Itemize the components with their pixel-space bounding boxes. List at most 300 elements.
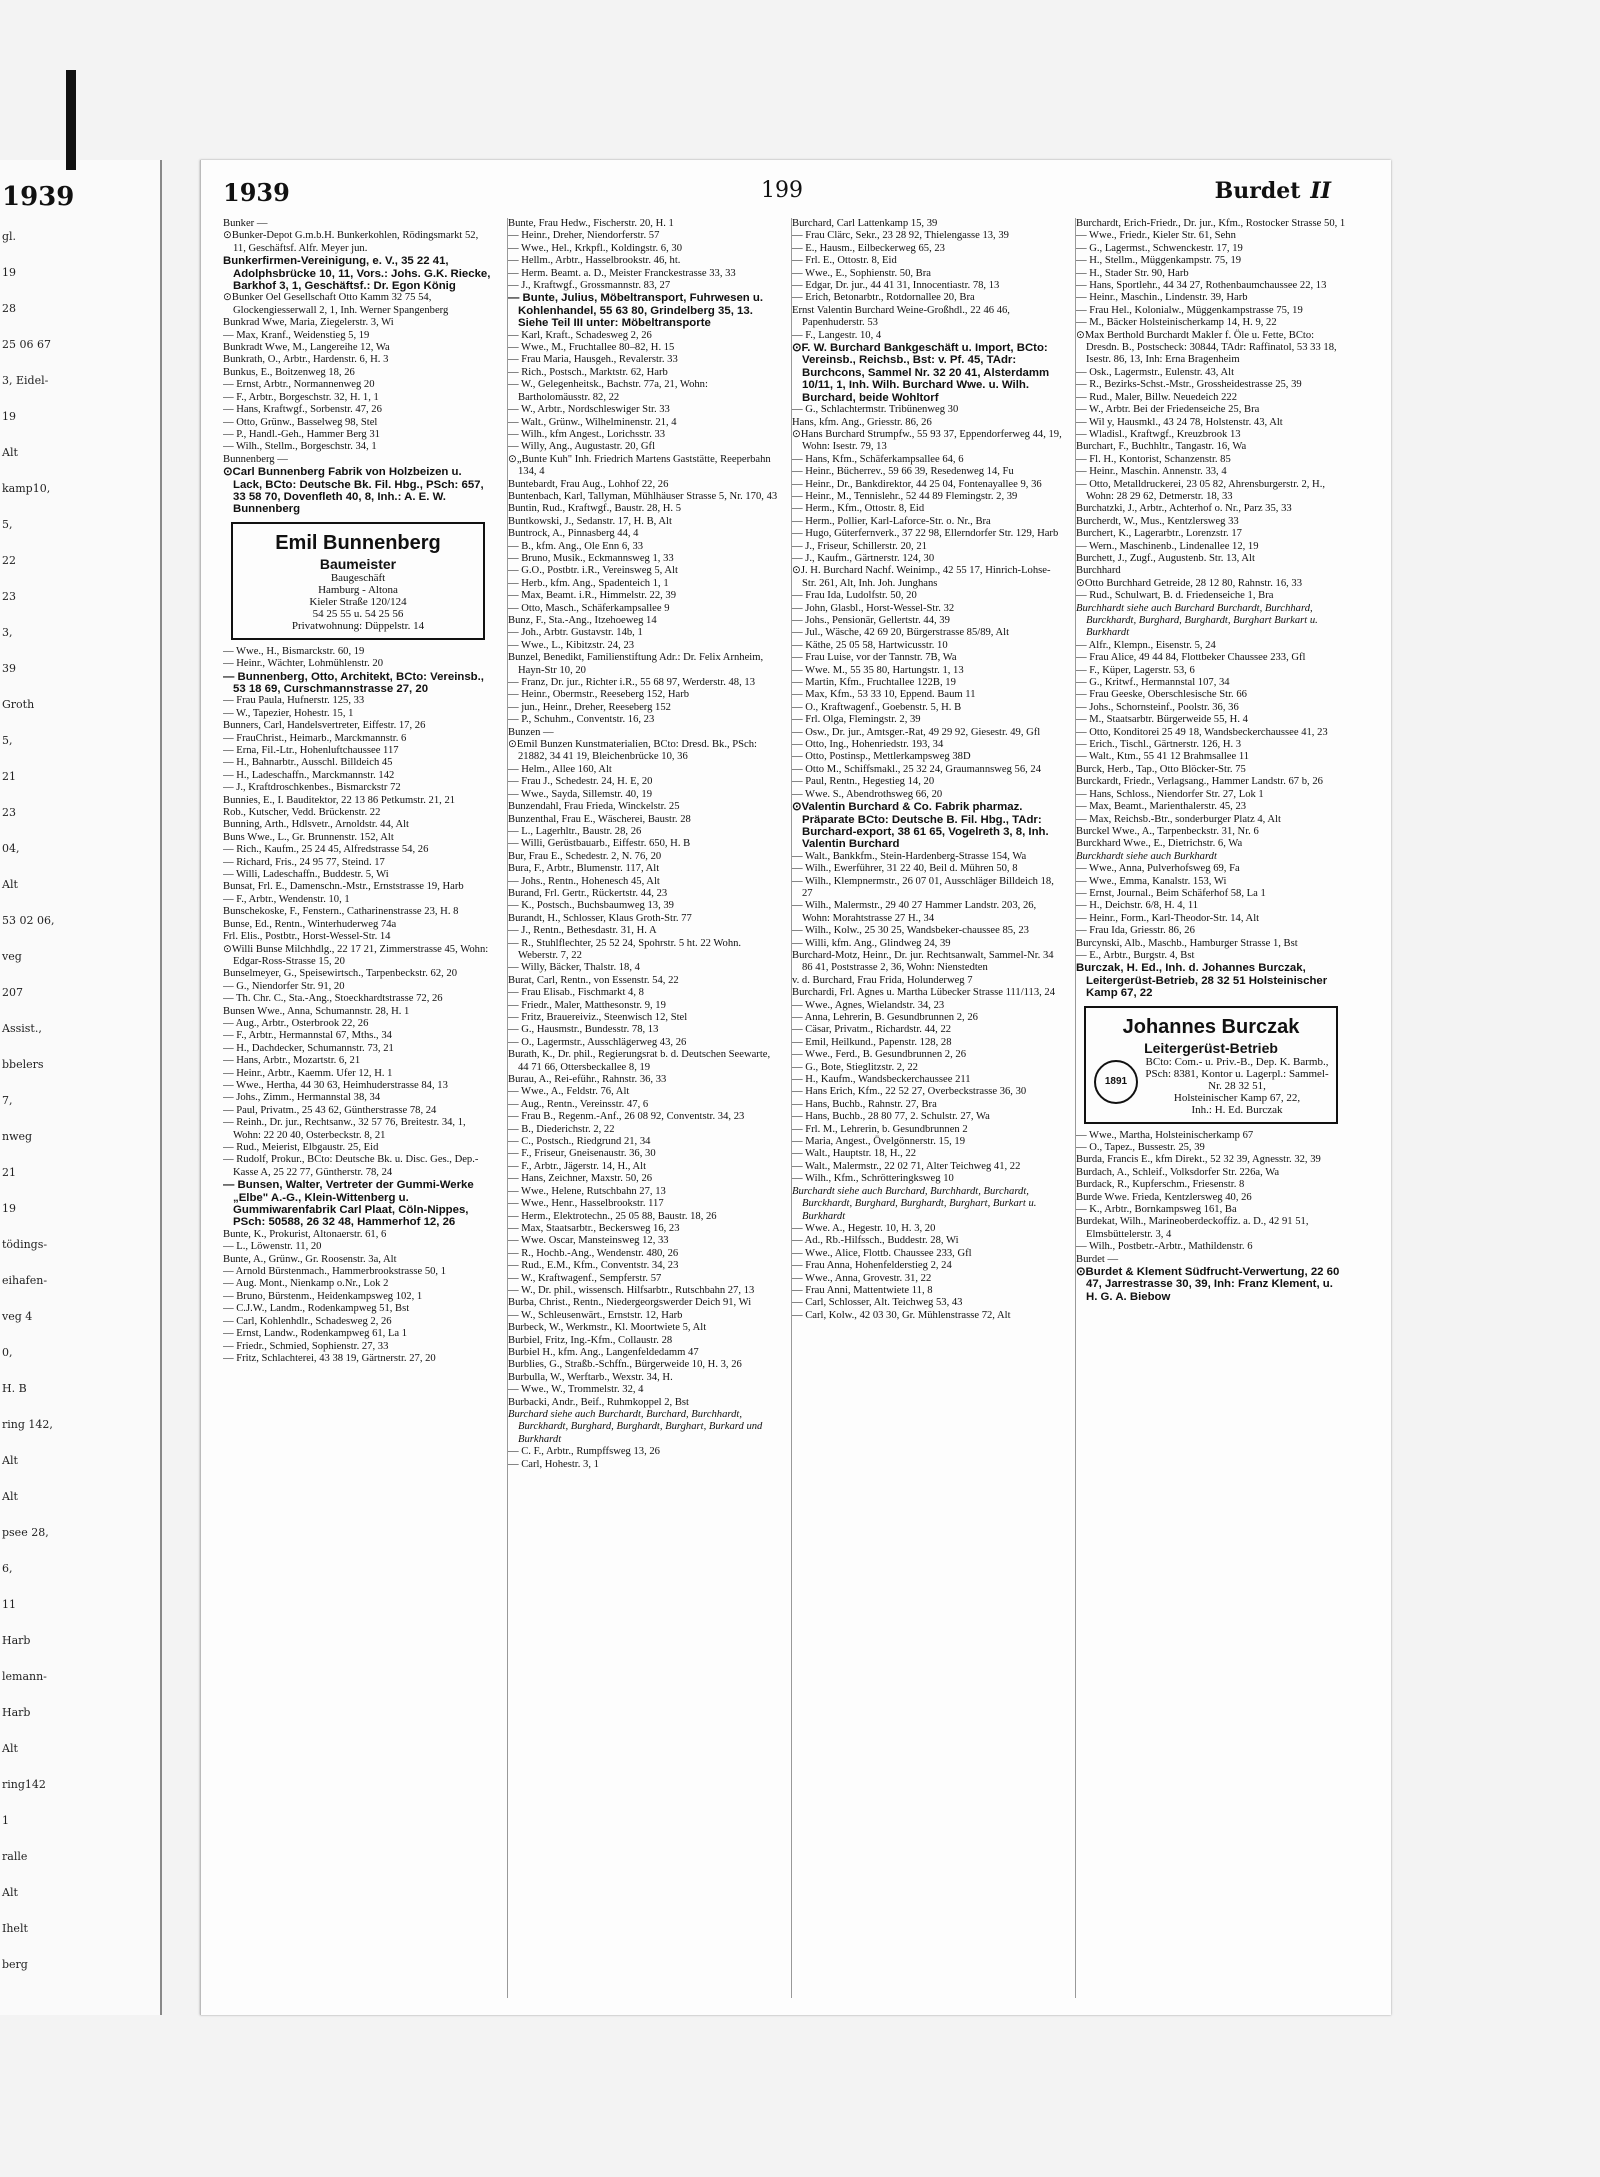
directory-entry: — Wwe., Ferd., B. Gesundbrunnen 2, 26 xyxy=(792,1049,966,1061)
directory-entry: — Bruno, Bürstenm., Heidenkampsweg 102, 1 xyxy=(223,1290,423,1302)
directory-entry: — M., Bäcker Holsteinischerkamp 14, H. 9, 22 xyxy=(1076,317,1277,329)
directory-entry: — G., Schlachtermstr. Tribünenweg 30 xyxy=(792,404,959,416)
directory-entry: — Wwe., A., Feldstr. 76, Alt xyxy=(508,1086,630,1098)
directory-entry: — Rud., Maler, Billw. Neuedeich 222 xyxy=(1076,391,1238,403)
directory-entry: Bunnies, E., I. Bauditektor, 22 13 86 Petkumstr. 21, 21 xyxy=(223,794,456,806)
directory-entry: — Frau Luise, vor der Tannstr. 7B, Wa xyxy=(792,652,957,664)
directory-entry: — Hans, Schloss., Niendorfer Str. 27, Lok 1 xyxy=(1076,788,1264,800)
directory-entry: — K., Postsch., Buchsbaumweg 13, 39 xyxy=(508,900,674,912)
left-page-fragment: berg xyxy=(2,1958,28,1971)
left-page-fragment: ring142 xyxy=(2,1778,46,1791)
directory-entry: — Frau Anni, Mattentwiete 11, 8 xyxy=(792,1284,933,1296)
directory-entry: — H., Deichstr. 6/8, H. 4, 11 xyxy=(1076,900,1199,912)
directory-entry: — Hans, Arbtr., Mozartstr. 6, 21 xyxy=(223,1055,361,1067)
left-page-fragment: gl. xyxy=(2,230,17,243)
directory-entry: — Walt., Hauptstr. 18, H., 22 xyxy=(792,1148,917,1160)
directory-entry: Bunkrad Wwe, Maria, Ziegelerstr. 3, Wi xyxy=(223,317,394,329)
directory-entry: — Wwe., Agnes, Wielandstr. 34, 23 xyxy=(792,999,945,1011)
directory-entry: — Frau Elisab., Fischmarkt 4, 8 xyxy=(508,987,644,999)
directory-entry: — K., Arbtr., Bornkampsweg 161, Ba xyxy=(1076,1204,1237,1216)
directory-entry: — Heinr., M., Tennislehr., 52 44 89 Flemingstr. 2, 39 xyxy=(792,490,1018,502)
directory-entry: — Ernst, Journal., Beim Schäferhof 58, La 1 xyxy=(1076,887,1266,899)
directory-entry: Bunselmeyer, G., Speisewirtsch., Tarpenbeckstr. 62, 20 xyxy=(223,968,458,980)
advert-emil-bunnenberg xyxy=(231,522,485,640)
directory-entry: — Wilh., Stellm., Borgeschstr. 34, 1 xyxy=(223,441,377,453)
column-4 xyxy=(1075,218,1346,1998)
directory-entry: — Paul, Privatm., 25 43 62, Güntherstrasse 78, 24 xyxy=(223,1104,437,1116)
directory-entry: — F., Küper, Lagerstr. 53, 6 xyxy=(1076,664,1195,676)
directory-entry: — Otto, Konditorei 25 49 18, Wandsbeckerchaussee 41, 23 xyxy=(1076,726,1328,738)
directory-entry: — Herm., Kfm., Ottostr. 8, Eid xyxy=(792,503,925,515)
directory-entry: — Willi, kfm. Ang., Glindweg 24, 39 xyxy=(792,937,951,949)
directory-entry: — Wern., Maschinenb., Lindenallee 12, 19 xyxy=(1076,540,1259,552)
directory-entry: — Bunsen, Walter, Vertreter der Gummi-Werke „Elbe" A.-G., Klein-Wittenberg u. Gummiwarenfabrik Carl Plaat, Cöln-Nippes, PSch: 50588, 26 32 48, Hammerhof 12, 26 xyxy=(223,1179,474,1229)
directory-entry: — Wwe., Hel., Krkpfl., Koldingstr. 6, 30 xyxy=(508,242,682,254)
directory-entry: — Walt., Grünw., Wilhelminenstr. 21, 4 xyxy=(508,416,677,428)
left-page-fragment: Alt xyxy=(2,1886,18,1899)
directory-entry: — Hans, Sportlehr., 44 34 27, Rothenbaumchaussee 22, 13 xyxy=(1076,280,1327,292)
directory-entry: Burbacki, Andr., Beif., Ruhmkoppel 2, Bst xyxy=(508,1396,689,1408)
column-3 xyxy=(791,218,1062,1998)
directory-entry: Burckhard Wwe., E., Dietrichstr. 6, Wa xyxy=(1076,838,1243,850)
directory-entry: Bunte, Frau Hedw., Fischerstr. 20, H. 1 xyxy=(508,218,674,229)
left-page-fragment: 23 xyxy=(2,590,16,603)
directory-entry: — Wwe., Henr., Hasselbrookstr. 117 xyxy=(508,1198,664,1210)
directory-entry: — Rich., Postsch., Marktstr. 62, Harb xyxy=(508,366,668,378)
directory-entry: — Frl. E., Ottostr. 8, Eid xyxy=(792,255,897,267)
directory-entry: — Hans, Kraftwgf., Sorbenstr. 47, 26 xyxy=(223,404,382,416)
directory-entry: — Wilh., kfm Angest., Lorichsstr. 33 xyxy=(508,428,666,440)
directory-entry: — Bunnenberg, Otto, Architekt, BCto: Vereinsb., 53 18 69, Curschmannstrasse 27, 20 xyxy=(223,670,484,695)
directory-entry: — G., Bote, Stieglitzstr. 2, 22 xyxy=(792,1061,918,1073)
directory-entry: — W., Tapezier, Hohestr. 15, 1 xyxy=(223,707,354,719)
directory-entry: Bunzen — xyxy=(508,726,554,738)
directory-entry: Buntebardt, Frau Aug., Lohhof 22, 26 xyxy=(508,478,669,490)
left-page-fragment: Alt xyxy=(2,446,18,459)
directory-entry: — Wil y, Hausmkl., 43 24 78, Holstenstr. 43, Alt xyxy=(1076,416,1283,428)
advert-bank: BCto: Com.- u. Priv.-B., Dep. K. Barmb., PSch: 8381, Kontor u. Lagerpl.: Sammel-Nr. 28 32 51, xyxy=(1145,1055,1329,1092)
left-page-fragment: 0, xyxy=(2,1346,13,1359)
advert-private: Privatwohnung: Düppelstr. 14 xyxy=(291,619,425,632)
directory-entry: — G., Kritwf., Hermannstal 107, 34 xyxy=(1076,677,1230,689)
directory-entry: — Frau Clärc, Sekr., 23 28 92, Thielengasse 13, 39 xyxy=(792,230,1009,242)
directory-entry: Burchhardt siehe auch Burchard Burchardt, Burchhard, Burckhardt, Burghard, Burghardt, Burghart Burkart u. Burkhardt xyxy=(1076,602,1318,639)
directory-entry: — Walt., Ktm., 55 41 12 Brahmsallee 11 xyxy=(1076,751,1250,763)
running-head-name: Burdet xyxy=(1214,178,1301,204)
directory-entry: — Johs., Schornsteinf., Poolstr. 36, 36 xyxy=(1076,701,1239,713)
directory-entry: ⊙ Willi Bunse Milchhdlg., 22 17 21, Zimmerstrasse 45, Wohn: Edgar-Ross-Strasse 15, 20 xyxy=(223,944,493,969)
directory-entry: Burat, Carl, Rentn., von Essenstr. 54, 22 xyxy=(508,974,679,986)
directory-entry: — Erich., Tischl., Gärtnerstr. 126, H. 3 xyxy=(1076,739,1242,751)
directory-entry: — Wilh., Kolw., 25 30 25, Wandsbeker-chaussee 85, 23 xyxy=(792,925,1029,937)
directory-entry: Bunz, F., Sta.-Ang., Itzehoeweg 14 xyxy=(508,615,657,626)
directory-entry: — F., Arbtr., Jägerstr. 14, H., Alt xyxy=(508,1160,647,1172)
directory-entry: — Wwe. M., 55 35 80, Hartungstr. 1, 13 xyxy=(792,664,964,676)
directory-entry: — J., Rentn., Bethesdastr. 31, H. A xyxy=(508,925,657,937)
advert-johannes-burczak xyxy=(1084,1006,1338,1124)
directory-entry: — H., Stader Str. 90, Harb xyxy=(1076,267,1189,279)
directory-entry: — Martin, Kfm., Fruchtallee 122B, 19 xyxy=(792,677,956,689)
directory-entry: Bunte, A., Grünw., Gr. Roosenstr. 3a, Alt xyxy=(223,1253,397,1265)
directory-entry: — Helm., Allee 160, Alt xyxy=(508,763,612,775)
directory-entry: Burda, Francis E., kfm Direkt., 52 32 39, Agnesstr. 32, 39 xyxy=(1076,1154,1321,1166)
directory-entry: Bunte, K., Prokurist, Altonaerstr. 61, 6 xyxy=(223,1228,387,1240)
directory-entry: Burck, Herb., Tap., Otto Blöcker-Str. 75 xyxy=(1076,763,1246,775)
left-page-fragment: Harb xyxy=(2,1634,31,1647)
directory-entry: Bunkrath, O., Arbtr., Hardenstr. 6, H. 3 xyxy=(223,354,389,366)
directory-entry: — C.J.W., Landm., Rodenkampweg 51, Bst xyxy=(223,1303,410,1315)
directory-entry: — Frau B., Regenm.-Anf., 26 08 92, Conventstr. 34, 23 xyxy=(508,1111,745,1123)
directory-entry: ⊙ Bunker Oel Gesellschaft Otto Kamm 32 75 54, Glockengiesserwall 2, 1, Inh. Werner Spangenberg xyxy=(223,292,493,317)
directory-entry: — R., Stuhlflechter, 25 52 24, Spohrstr. 5 ht. 22 Wohn. Weberstr. 7, 22 xyxy=(508,937,742,961)
directory-entry: Burchert, K., Lagerarbtr., Lorenzstr. 17 xyxy=(1076,528,1242,540)
left-page-fragment: 3, Eidel- xyxy=(2,374,49,387)
directory-entry: — Otto, Metalldruckerei, 23 05 82, Ahrensburgerstr. 2, H., Wohn: 28 29 62, Detmerstr. 18, 33 xyxy=(1076,478,1326,502)
directory-entry: Burchatzki, J., Arbtr., Achterhof o. Nr., Parz 35, 33 xyxy=(1076,503,1292,515)
directory-entry: — Otto, Ing., Hohenriedstr. 193, 34 xyxy=(792,739,944,751)
volume-number: II xyxy=(1310,178,1331,204)
directory-entry: — Wwe., E., Sophienstr. 50, Bra xyxy=(792,267,931,279)
directory-entry: — J., Kraftdroschkenbes., Bismarckstr 72 xyxy=(223,782,401,794)
directory-entry: Burchard, Carl Lattenkamp 15, 39 xyxy=(792,218,938,229)
advert-address: Holsteinischer Kamp 67, 22, xyxy=(1173,1091,1301,1104)
directory-entry: — Wwe., Anna, Pulverhofsweg 69, Fa xyxy=(1076,863,1240,875)
directory-entry: — W., Kraftwagenf., Sempferstr. 57 xyxy=(508,1272,662,1284)
directory-entry: — Cäsar, Privatm., Richardstr. 44, 22 xyxy=(792,1024,952,1036)
directory-entry: — Joh., Arbtr. Gustavstr. 14b, 1 xyxy=(508,627,643,639)
directory-entry: — Carl, Kolw., 42 03 30, Gr. Mühlenstrasse 72, Alt xyxy=(792,1309,1011,1321)
directory-entry: — F., Arbtr., Borgeschstr. 32, H. 1, 1 xyxy=(223,391,379,403)
left-page-fragment: Groth xyxy=(2,698,35,711)
directory-entry: — R., Hochb.-Ang., Wendenstr. 480, 26 xyxy=(508,1247,679,1259)
left-page-fragment: Ihelt xyxy=(2,1922,28,1935)
left-page-fragment: 5, xyxy=(2,518,13,531)
directory-entry: Burchett, J., Zugf., Augustenb. Str. 13, Alt xyxy=(1076,552,1255,564)
directory-entry: — P., Schuhm., Conventstr. 16, 23 xyxy=(508,714,655,726)
directory-entry: — Wwe., Helene, Rutschbahn 27, 13 xyxy=(508,1185,666,1197)
directory-entry: — W., Dr. phil., wissensch. Hilfsarbtr., Rutschbahn 27, 13 xyxy=(508,1284,755,1296)
directory-entry: Burchardi, Frl. Agnes u. Martha Lübecker Strasse 111/113, 24 xyxy=(792,987,1056,999)
column-1 xyxy=(223,218,493,1998)
directory-entry: — G., Niendorfer Str. 91, 20 xyxy=(223,980,345,992)
left-page-fragment: 21 xyxy=(2,770,16,783)
directory-entry: — Aug., Arbtr., Osterbrook 22, 26 xyxy=(223,1017,369,1029)
directory-entry: — Rich., Kaufm., 25 24 45, Alfredstrasse 54, 26 xyxy=(223,844,429,856)
directory-entry: — O., Kraftwagenf., Goebenstr. 5, H. B xyxy=(792,701,962,713)
directory-entry: Rob., Kutscher, Vedd. Brückenstr. 22 xyxy=(223,807,381,819)
directory-entry: — H., Stellm., Müggenkampstr. 75, 19 xyxy=(1076,255,1242,267)
left-page-fragment: 1 xyxy=(2,1814,9,1827)
left-page-fragment: psee 28, xyxy=(2,1526,49,1539)
directory-entry: — Wilh., Klempnermstr., 26 07 01, Ausschläger Billdeich 18, 27 xyxy=(792,875,1054,899)
directory-entry: — Heinr., Wächter, Lohmühlenstr. 20 xyxy=(223,658,384,670)
directory-entry: — Otto, Postinsp., Mettlerkampsweg 38D xyxy=(792,751,971,763)
directory-entry: — Walt., Bankkfm., Stein-Hardenberg-Strasse 154, Wa xyxy=(792,850,1027,862)
directory-entry: — Wilh., Ewerführer, 31 22 40, Beil d. Mühren 50, 8 xyxy=(792,863,1018,875)
directory-entry: Burbiel H., kfm. Ang., Langenfeldedamm 47 xyxy=(508,1346,699,1358)
directory-entry: Bunzenthal, Frau E., Wäscherei, Baustr. 28 xyxy=(508,813,691,825)
directory-entry: — Wwe. A., Hegestr. 10, H. 3, 20 xyxy=(792,1222,936,1234)
directory-entry: — H., Kaufm., Wandsbeckerchaussee 211 xyxy=(792,1074,971,1086)
left-page-fragment: Alt xyxy=(2,1490,18,1503)
directory-entry: — Frau Anna, Hohenfelderstieg 2, 24 xyxy=(792,1260,952,1272)
directory-entry: ⊙ „Bunte Kuh" Inh. Friedrich Martens Gaststätte, Reeperbahn 134, 4 xyxy=(508,454,778,479)
directory-entry: Frl. Elis., Postbtr., Horst-Wessel-Str. 14 xyxy=(223,931,391,943)
directory-entry: — Otto, Grünw., Basselweg 98, Stel xyxy=(223,416,378,428)
directory-entry: Bunkradt Wwe, M., Langereihe 12, Wa xyxy=(223,342,390,354)
directory-entry: — Wwe., Friedr., Kieler Str. 61, Sehn xyxy=(1076,230,1236,242)
directory-entry: — Max, Beamt. i.R., Himmelstr. 22, 39 xyxy=(508,590,677,602)
directory-entry: — Heinr., Arbtr., Kaemm. Ufer 12, H. 1 xyxy=(223,1067,393,1079)
directory-entry: — Heinr., Obermstr., Reeseberg 152, Harb xyxy=(508,689,690,701)
directory-entry: Ernst Valentin Burchard Weine-Großhdl., 22 46 46, Papenhuderstr. 53 xyxy=(792,304,1010,329)
directory-entry: — B., Diederichstr. 2, 22 xyxy=(508,1123,615,1135)
directory-entry: — L., Lagerhltr., Baustr. 28, 26 xyxy=(508,825,642,837)
directory-entry: — Carl, Kohlenhdlr., Schadesweg 2, 26 xyxy=(223,1315,392,1327)
left-page-fragment: 3, xyxy=(2,626,13,639)
directory-entry: — Max, Reichsb.-Btr., sonderburger Platz 4, Alt xyxy=(1076,813,1281,825)
directory-entry: — E., Hausm., Eilbeckerweg 65, 23 xyxy=(792,242,945,254)
directory-entry: — F., Friseur, Gneisenaustr. 36, 30 xyxy=(508,1148,656,1160)
directory-entry: — Heinr., Dreher, Niendorferstr. 57 xyxy=(508,230,660,242)
directory-entry: — Jul., Wäsche, 42 69 20, Bürgerstrasse 85/89, Alt xyxy=(792,627,1010,639)
directory-entry: — Aug., Rentn., Vereinsstr. 47, 6 xyxy=(508,1098,649,1110)
directory-entry: Buns Wwe., L., Gr. Brunnenstr. 152, Alt xyxy=(223,831,394,843)
directory-entry: — Johs., Zimm., Hermannstal 38, 34 xyxy=(223,1092,381,1104)
directory-entry: — Wilh., Kfm., Schrötteringksweg 10 xyxy=(792,1173,954,1185)
page-number: 199 xyxy=(761,178,803,203)
directory-entry: — Aug. Mont., Nienkamp o.Nr., Lok 2 xyxy=(223,1278,389,1290)
directory-entry: — Max, Beamt., Marienthalerstr. 45, 23 xyxy=(1076,801,1247,813)
directory-entry: — M., Staatsarbtr. Bürgerweide 55, H. 4 xyxy=(1076,714,1248,726)
left-page-fragment: 28 xyxy=(2,302,16,315)
advert-city: Hamburg - Altona xyxy=(318,583,398,596)
left-page-fragment: 11 xyxy=(2,1598,16,1611)
directory-entry: Bunschekoske, F., Fenstern., Catharinenstrasse 23, H. 8 xyxy=(223,906,459,918)
directory-entry: — Paul, Rentn., Hegestieg 14, 20 xyxy=(792,776,935,788)
directory-entry: — Edgar, Dr. jur., 44 41 31, Innocentiastr. 78, 13 xyxy=(792,280,1000,292)
directory-entry: — Karl, Kraft., Schadesweg 2, 26 xyxy=(508,329,652,341)
advert-owner: Inh.: H. Ed. Burczak xyxy=(1191,1103,1283,1116)
directory-entry: — L., Löwenstr. 11, 20 xyxy=(223,1241,322,1253)
directory-entry: Bunners, Carl, Handelsvertreter, Eiffestr. 17, 26 xyxy=(223,720,426,732)
left-page-fragment: 21 xyxy=(2,1166,16,1179)
advert-title: Baumeister xyxy=(319,555,397,572)
directory-entry: — Fritz, Schlachterei, 43 38 19, Gärtnerstr. 27, 20 xyxy=(223,1352,436,1364)
company-seal-icon: 1891 xyxy=(1094,1060,1138,1104)
directory-entry: — G., Lagermst., Schwenckestr. 17, 19 xyxy=(1076,242,1243,254)
left-page-fragment: 19 xyxy=(2,266,16,279)
directory-entry: — Erich, Betonarbtr., Rotdornallee 20, Bra xyxy=(792,292,975,304)
directory-entry: ⊙ Carl Bunnenberg Fabrik von Holzbeizen u. Lack, BCto: Deutsche Bk. Fil. Hbg., PSch: 657, 33 58 70, Dovenfleth 40, 8, Inh.: A. E. W. Bunnenberg xyxy=(223,466,493,516)
header-year: 1939 xyxy=(223,178,290,207)
directory-entry: — Carl, Schlosser, Alt. Teichweg 53, 43 xyxy=(792,1297,963,1309)
directory-entry: — Ad., Rb.-Hilfssch., Buddestr. 28, Wi xyxy=(792,1235,959,1247)
directory-entry: — Heinr., Maschin., Lindenstr. 39, Harb xyxy=(1076,292,1248,304)
directory-entry: — Wwe., Alice, Flottb. Chaussee 233, Gfl xyxy=(792,1247,972,1259)
directory-entry: — Frau Hel., Kolonialw., Müggenkampstrasse 75, 19 xyxy=(1076,304,1303,316)
directory-entry: — Bruno, Musik., Eckmannsweg 1, 33 xyxy=(508,552,674,564)
directory-entry: — W., Gelegenheitsk., Bachstr. 77a, 21, Wohn: Bartholomäusstr. 82, 22 xyxy=(508,379,708,403)
directory-entry: — Maria, Angest., Övelgönnerstr. 15, 19 xyxy=(792,1136,966,1148)
directory-entry: — Th. Chr. C., Sta.-Ang., Stoeckhardtstrasse 72, 26 xyxy=(223,993,443,1005)
left-page-fragment: Alt xyxy=(2,878,18,891)
directory-entry: — Ernst, Arbtr., Normannenweg 20 xyxy=(223,379,375,391)
left-page-fragment: bbelers xyxy=(2,1058,44,1071)
directory-entry: — O., Lagermstr., Ausschlägerweg 43, 26 xyxy=(508,1036,687,1048)
directory-entry: Burdet — xyxy=(1076,1253,1119,1265)
directory-entry: — Käthe, 25 05 58, Hartwicusstr. 10 xyxy=(792,639,948,651)
directory-entry: — Willy, Bäcker, Thalstr. 18, 4 xyxy=(508,962,640,974)
directory-entry: Burczak, H. Ed., Inh. d. Johannes Burczak, Leitergerüst-Betrieb, 28 32 51 Holsteinischer Kamp 67, 22 xyxy=(1076,962,1328,1000)
directory-entry: Burchard siehe auch Burchardt, Burchard, Burchhardt, Burckhardt, Burghard, Burghardt, Burghart, Burkard und Burkhardt xyxy=(508,1409,763,1445)
left-page-fragment: 5, xyxy=(2,734,13,747)
directory-entry: Burbeck, W., Werkmstr., Kl. Moortwiete 5, Alt xyxy=(508,1322,707,1334)
directory-entry: — Alfr., Klempn., Eisenstr. 5, 24 xyxy=(1076,639,1216,651)
directory-entry: Burchhard xyxy=(1076,565,1121,577)
directory-entry: ⊙ Bunker-Depot G.m.b.H. Bunkerkohlen, Rödingsmarkt 52, 11, Geschäftsf. Alfr. Meyer jun. xyxy=(223,230,493,255)
directory-entry: — Max, Kranf., Weidenstieg 5, 19 xyxy=(223,329,370,341)
directory-entry: Bur, Frau E., Schedestr. 2, N. 76, 20 xyxy=(508,850,662,862)
page-header xyxy=(201,178,1391,208)
directory-entry: Burdack, R., Kupferschm., Friesenstr. 8 xyxy=(1076,1179,1245,1191)
directory-entry: — Hans Erich, Kfm., 22 52 27, Overbeckstrasse 36, 30 xyxy=(792,1086,1027,1098)
directory-entry: — Wwe., Emma, Kanalstr. 153, Wi xyxy=(1076,875,1227,887)
left-page-fragment: 23 xyxy=(2,806,16,819)
directory-entry: — J., Friseur, Schillerstr. 20, 21 xyxy=(792,540,927,552)
left-page-fragment: 19 xyxy=(2,1202,16,1215)
directory-entry: — Max, Staatsarbtr., Beckersweg 16, 23 xyxy=(508,1222,680,1234)
directory-entry: ⊙ F. W. Burchard Bankgeschäft u. Import, BCto: Vereinsb., Reichsb., Bst: v. Pf. 45, TAdr: Burchcons, Sammel Nr. 32 20 41, Alsterdamm 10/11, 1, Inh. Wilh. Burchard Wwe. u. Wilh. Burchard, beide Wohltorf xyxy=(792,342,1062,404)
directory-entry: ⊙ Valentin Burchard & Co. Fabrik pharmaz. Präparate BCto: Deutsche B. Fil. Hbg., TAdr: Burchard-export, 38 61 65, Vogelreth 3, 8, Inh. Valentin Burchard xyxy=(792,801,1062,851)
directory-entry: — Walt., Malermstr., 22 02 71, Alter Teichweg 41, 22 xyxy=(792,1160,1021,1172)
directory-entry: — Frau Ida, Ludolfstr. 50, 20 xyxy=(792,590,917,602)
directory-entry: Burckhardt siehe auch Burkhardt xyxy=(1076,850,1217,862)
directory-entry: ⊙ Max Berthold Burchardt Makler f. Öle u. Fette, BCto: Dresdn. B., Postscheck: 30844, TAdr: Raffinatol, 53 33 18, Isestr. 86, 13, Inh: Erna Bragenheim xyxy=(1076,330,1346,367)
directory-entry: — Wwe. Oscar, Mansteinsweg 12, 33 xyxy=(508,1235,669,1247)
directory-entry: — Frau Geeske, Oberschlesische Str. 66 xyxy=(1076,689,1247,701)
directory-entry: — FrauChrist., Heimarb., Marckmannstr. 6 xyxy=(223,732,407,744)
directory-entry: Burandt, H., Schlosser, Klaus Groth-Str. 77 xyxy=(508,912,692,924)
left-page-fragment: Assist., xyxy=(2,1022,42,1035)
left-page-fragment: eihafen- xyxy=(2,1274,48,1287)
left-page-fragment: ring 142, xyxy=(2,1418,53,1431)
directory-entry: — Fl. H., Kontorist, Schanzenstr. 85 xyxy=(1076,453,1231,465)
directory-entry: Burath, K., Dr. phil., Regierungsrat b. d. Deutschen Seewarte, 44 71 66, Ottersbeckallee 8, 19 xyxy=(508,1049,771,1073)
left-page-fragment: Alt xyxy=(2,1742,18,1755)
directory-entry: — Heinr., Maschin. Annenstr. 33, 4 xyxy=(1076,466,1227,478)
directory-entry: Bunkerfirmen-Vereinigung, e. V., 35 22 41, Adolphsbrücke 10, 11, Vors.: Johs. G.K. Riecke, Barkhof 3, 1, Geschäftsf.: Dr. Egon König xyxy=(223,255,491,293)
directory-entry: — R., Bezirks-Schst.-Mstr., Grossheidestrasse 25, 39 xyxy=(1076,379,1302,391)
running-head xyxy=(1215,178,1331,204)
directory-entry: Bunsen Wwe., Anna, Schumannstr. 28, H. 1 xyxy=(223,1005,410,1017)
advert-business: Leitergerüst-Betrieb xyxy=(1144,1039,1278,1056)
directory-entry: — Emil, Heilkund., Papenstr. 128, 28 xyxy=(792,1036,952,1048)
directory-entry: — Frau Alice, 49 44 84, Flottbeker Chaussee 233, Gfl xyxy=(1076,652,1306,664)
advert-street: Kieler Straße 120/124 xyxy=(309,595,407,608)
directory-entry: — P., Handl.-Geh., Hammer Berg 31 xyxy=(223,428,380,440)
directory-entry: — J., Kaufm., Gärtnerstr. 124, 30 xyxy=(792,552,935,564)
directory-entry: — Wwe., M., Fruchtallee 80–82, H. 15 xyxy=(508,342,675,354)
directory-entry: Burau, A., Rei-eführ., Rahnstr. 36, 33 xyxy=(508,1074,667,1086)
directory-entry: Burdekat, Wilh., Marineoberdeckoffiz. a. D., 42 91 51, Elmsbüttelerstr. 3, 4 xyxy=(1076,1216,1309,1240)
left-page-fragment: 53 02 06, xyxy=(2,914,55,927)
directory-entry: — Frau Ida, Griesstr. 86, 26 xyxy=(1076,925,1195,937)
column-2 xyxy=(507,218,778,1998)
directory-entry: — Johs., Rentn., Hohenesch 45, Alt xyxy=(508,875,660,887)
left-page-fragment: veg 4 xyxy=(2,1310,33,1323)
left-page-fragment: lemann- xyxy=(2,1670,47,1683)
advert-name: Emil Bunnenberg xyxy=(275,531,441,554)
directory-entry: — Willy, Ang., Augustastr. 20, Gfl xyxy=(508,441,656,453)
directory-entry: — H., Dachdecker, Schumannstr. 73, 21 xyxy=(223,1042,394,1054)
directory-entry: — Herm., Pollier, Karl-Laforce-Str. o. Nr., Bra xyxy=(792,515,991,527)
directory-entry: Bunker — xyxy=(223,218,268,229)
directory-entry: — Otto M., Schiffsmakl., 25 32 24, Graumannsweg 56, 24 xyxy=(792,763,1042,775)
directory-entry: — Wilh., Postbetr.-Arbtr., Mathildenstr. 6 xyxy=(1076,1241,1253,1253)
directory-entry: — Heinr., Bücherrev., 59 66 39, Resedenweg 14, Fu xyxy=(792,466,1014,478)
directory-entry: Burblies, G., Straßb.-Schffn., Bürgerweide 10, H. 3, 26 xyxy=(508,1359,742,1371)
left-page-fragment: 04, xyxy=(2,842,20,855)
advert-business: Baugeschäft xyxy=(330,571,386,584)
directory-entry: — J., Kraftwgf., Grossmannstr. 83, 27 xyxy=(508,280,671,292)
directory-entry: — Wladisl., Kraftwgf., Kreuzbrook 13 xyxy=(1076,428,1241,440)
directory-entry: — John, Glasbl., Horst-Wessel-Str. 32 xyxy=(792,602,955,614)
directory-entry: ⊙ Burdet & Klement Südfrucht-Verwertung, 22 60 47, Jarrestrasse 30, 39, Inh: Franz Klement, u. H. G. A. Biebow xyxy=(1076,1266,1346,1303)
directory-entry: Bunsat, Frl. E., Damenschn.-Mstr., Ernststrasse 19, Harb xyxy=(223,881,464,893)
left-page-fragment: 7, xyxy=(2,1094,13,1107)
directory-entry: Bunzel, Benedikt, Familienstiftung Adr.: Dr. Felix Arnheim, Hayn-Str 10, 20 xyxy=(508,652,764,676)
directory-entry: — Rud., Schulwart, B. d. Friedenseiche 1, Bra xyxy=(1076,590,1274,602)
left-page-year: 1939 xyxy=(2,182,75,212)
directory-entry: Burcynski, Alb., Maschb., Hamburger Strasse 1, Bst xyxy=(1076,937,1298,949)
directory-entry: Burbulla, W., Werftarb., Wexstr. 34, H. xyxy=(508,1371,673,1383)
directory-entry: — Frau J., Schedestr. 24, H. E, 20 xyxy=(508,776,653,788)
directory-entry: — F., Arbtr., Wendenstr. 10, 1 xyxy=(223,893,350,905)
directory-entry: ⊙ Hans Burchard Strumpfw., 55 93 37, Eppendorferweg 44, 19, Wohn: Isestr. 79, 13 xyxy=(792,429,1062,454)
directory-entry: — Carl, Hohestr. 3, 1 xyxy=(508,1458,599,1470)
left-page-fragment: 22 xyxy=(2,554,16,567)
directory-entry: — Max, Kfm., 53 33 10, Eppend. Baum 11 xyxy=(792,689,976,701)
left-page-fragment: 6, xyxy=(2,1562,13,1575)
left-page-fragment: veg xyxy=(2,950,22,963)
directory-entry: Burand, Frl. Gertr., Rückertstr. 44, 23 xyxy=(508,887,668,899)
directory-entry: ⊙ J. H. Burchard Nachf. Weinimp., 42 55 17, Hinrich-Lohse-Str. 261, Alt, Inh. Joh. Junghans xyxy=(792,565,1062,590)
directory-entry: Burdach, A., Schleif., Volksdorfer Str. 226a, Wa xyxy=(1076,1166,1280,1178)
directory-entry: — Herm., Elektrotechn., 25 05 88, Baustr. 18, 26 xyxy=(508,1210,717,1222)
directory-entry: — Wwe., W., Trommelstr. 32, 4 xyxy=(508,1384,644,1396)
directory-entry: — Hans, Buchb., 28 80 77, 2. Schulstr. 27, Wa xyxy=(792,1111,990,1123)
directory-entry: — Wwe., H., Bismarckstr. 60, 19 xyxy=(223,645,365,657)
directory-entry: Bunnenberg — xyxy=(223,453,288,465)
directory-entry: — Wwe., Martha, Holsteinischerkamp 67 xyxy=(1076,1129,1254,1141)
entry-columns xyxy=(223,218,1353,1998)
directory-entry: Burchardt, Erich-Friedr., Dr. jur., Kfm., Rostocker Strasse 50, 1 xyxy=(1076,218,1346,229)
directory-entry: — Wwe. S., Abendrothsweg 66, 20 xyxy=(792,788,943,800)
directory-entry: ⊙ Emil Bunzen Kunstmaterialien, BCto: Dresd. Bk., PSch: 21882, 34 41 19, Bleichenbrücke 10, 36 xyxy=(508,739,778,764)
directory-entry: Burckel Wwe., A., Tarpenbeckstr. 31, Nr. 6 xyxy=(1076,825,1259,837)
directory-entry: — Wwe., Sayda, Sillemstr. 40, 19 xyxy=(508,788,652,800)
left-page-fragment: 39 xyxy=(2,662,16,675)
left-page-fragment: tödings- xyxy=(2,1238,48,1251)
directory-entry: — G.O., Postbtr. i.R., Vereinsweg 5, Alt xyxy=(508,565,678,577)
directory-entry: — Erna, Fil.-Ltr., Hohenluftchaussee 117 xyxy=(223,745,399,756)
directory-entry: — E., Arbtr., Burgstr. 4, Bst xyxy=(1076,949,1195,961)
directory-entry: — Ernst, Landw., Rodenkampweg 61, La 1 xyxy=(223,1328,408,1340)
directory-entry: — jun., Heinr., Dreher, Reeseberg 152 xyxy=(508,701,671,713)
directory-entry: Buntenbach, Karl, Tallyman, Mühlhäuser Strasse 5, Nr. 170, 43 xyxy=(508,490,778,502)
directory-entry: Burchart, F., Buchhltr., Tangastr. 16, Wa xyxy=(1076,441,1247,453)
